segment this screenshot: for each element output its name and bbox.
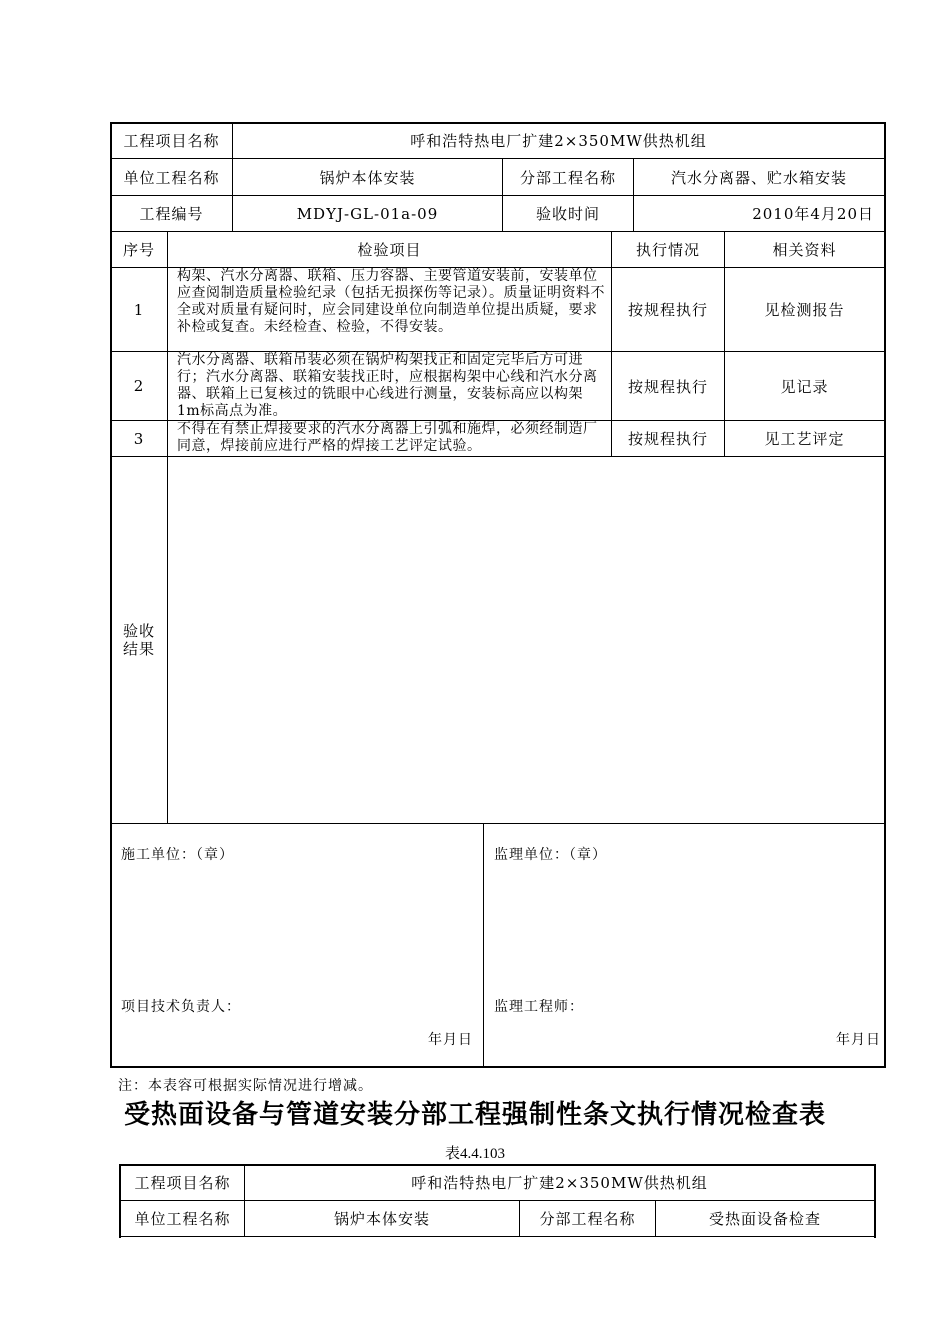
construction-unit-label: 施工单位：（章） bbox=[121, 847, 234, 863]
acceptance-result-area[interactable] bbox=[168, 457, 884, 823]
acceptance-result-label bbox=[111, 622, 167, 658]
table-row-3-status: 按规程执行 bbox=[627, 430, 708, 448]
table-row-2-item: 汽水分离器、联箱吊装必须在锅炉构架找正和固定完毕后方可进行；汽水分离器、联箱安装找正时，应根据构架中心线和汽水分离器、联箱上已复核过的铣眼中心线进行测量，安装标高应以构架1m标高点为准。 bbox=[177, 352, 598, 419]
acceptance-result-label-line2: 结果 bbox=[122, 640, 155, 658]
t2-project-name-value: 呼和浩特热电厂扩建2×350MW供热机组 bbox=[411, 1174, 708, 1192]
project-name-label: 工程项目名称 bbox=[123, 132, 220, 150]
acceptance-time-value: 2010年4月20日 bbox=[752, 205, 874, 223]
date-right: 年月日 bbox=[836, 1032, 881, 1048]
header-refs: 相关资料 bbox=[772, 241, 837, 259]
date-left: 年月日 bbox=[428, 1032, 473, 1048]
table-row-2-status: 按规程执行 bbox=[627, 377, 708, 396]
table-row-1-status: 按规程执行 bbox=[627, 301, 708, 319]
header-seq: 序号 bbox=[122, 241, 155, 259]
t2-unit-project-value: 锅炉本体安装 bbox=[333, 1210, 430, 1228]
table-note: 注：本表容可根据实际情况进行增减。 bbox=[118, 1078, 373, 1094]
page-title: 受热面设备与管道安装分部工程强制性条文执行情况检查表 bbox=[123, 1100, 826, 1130]
table-row-3-item: 不得在有禁止焊接要求的汽水分离器上引弧和施焊，必须经制造厂同意，焊接前应进行严格的焊接工艺评定试验。 bbox=[177, 421, 598, 454]
t2-unit-project-label: 单位工程名称 bbox=[134, 1210, 231, 1228]
unit-project-value: 锅炉本体安装 bbox=[319, 168, 416, 187]
header-item: 检验项目 bbox=[357, 241, 422, 259]
table-row-1-refs: 见检测报告 bbox=[764, 301, 845, 319]
supervision-unit-label: 监理单位：（章） bbox=[494, 847, 607, 863]
header-status: 执行情况 bbox=[635, 241, 700, 259]
table-row-2-seq: 2 bbox=[133, 377, 145, 395]
table-row-2-refs: 见记录 bbox=[780, 377, 829, 396]
table-number: 表4.4.103 bbox=[444, 1146, 505, 1162]
project-code-value: MDYJ-GL-01a-09 bbox=[296, 204, 439, 223]
project-name-value: 呼和浩特热电厂扩建2×350MW供热机组 bbox=[410, 132, 707, 150]
sub-project-value: 汽水分离器、贮水箱安装 bbox=[670, 168, 847, 187]
acceptance-result-label-line1: 验收 bbox=[122, 622, 155, 640]
table-row-3-refs: 见工艺评定 bbox=[764, 430, 845, 448]
unit-project-label: 单位工程名称 bbox=[123, 168, 220, 187]
table-row-3-seq: 3 bbox=[133, 429, 145, 448]
sub-project-label: 分部工程名称 bbox=[519, 168, 616, 187]
t2-sub-project-label: 分部工程名称 bbox=[539, 1210, 636, 1228]
tech-lead-label: 项目技术负责人： bbox=[121, 999, 241, 1015]
project-code-label: 工程编号 bbox=[139, 205, 204, 223]
supervision-engineer-label: 监理工程师： bbox=[494, 999, 584, 1015]
table-row-1-item: 构架、汽水分离器、联箱、压力容器、主要管道安装前，安装单位应查阅制造质量检验纪录（包括无损探伤等记录）。质量证明资料不全或对质量有疑问时，应会同建设单位向制造单位提出质疑，要求补检或复查。未经检查、检验，不得安装。 bbox=[177, 268, 605, 335]
t2-project-name-label: 工程项目名称 bbox=[134, 1174, 231, 1192]
t2-sub-project-value: 受热面设备检查 bbox=[708, 1210, 821, 1228]
acceptance-time-label: 验收时间 bbox=[535, 205, 600, 223]
table-row-1-seq: 1 bbox=[133, 300, 145, 319]
